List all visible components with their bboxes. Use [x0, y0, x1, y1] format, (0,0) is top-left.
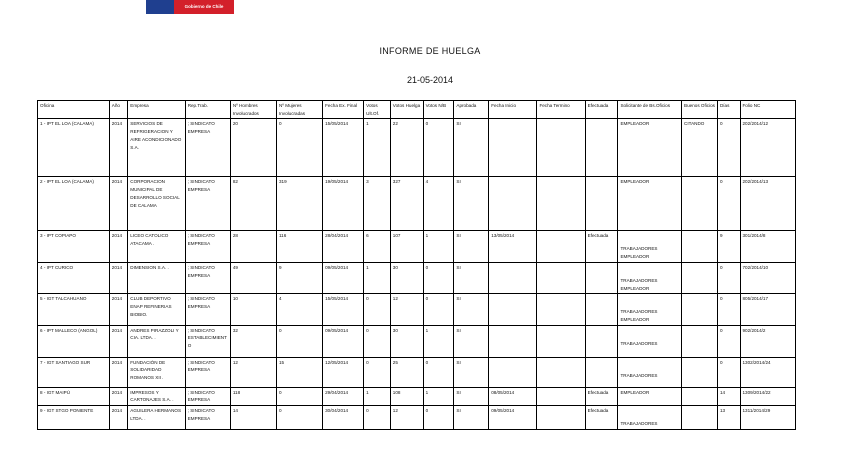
table-cell: 2 - IPT EL LOA (CALAMA) — [38, 177, 110, 231]
table-cell: 0 — [717, 325, 740, 357]
table-cell: ; SINDICATO EMPRESA — [185, 262, 230, 293]
table-cell: 30/04/2014 — [323, 406, 364, 430]
report-title: INFORME DE HUELGA — [379, 46, 481, 56]
table-cell — [682, 325, 718, 357]
table-cell: 12 — [230, 357, 276, 387]
table-cell: 3 - IPT COPIAPO — [38, 231, 110, 262]
table-cell — [537, 357, 585, 387]
table-cell: ; SINDICATO EMPRESA — [185, 406, 230, 430]
table-cell: 15/05/2014 — [323, 119, 364, 177]
table-cell — [585, 262, 618, 293]
table-cell: 0 — [717, 177, 740, 231]
table-cell: 28/04/2014 — [323, 231, 364, 262]
table-cell: CORPORACION MUNICIPAL DE DESARROLLO SOCIAL DE CALAMA — [128, 177, 185, 231]
table-cell: 22 — [390, 119, 423, 177]
table-cell: 902/2014/2 — [740, 325, 796, 357]
table-cell: 202/2014/13 — [740, 177, 796, 231]
table-cell — [489, 357, 537, 387]
table-cell: EMPLEADOR — [618, 177, 682, 231]
table-row — [38, 231, 796, 262]
table-cell: 327 — [390, 177, 423, 231]
table-cell: SI — [454, 262, 489, 293]
column-header: Fecha Ex. Final — [323, 101, 364, 119]
table-cell — [537, 406, 585, 430]
table-cell: SERVICIOS DE REFRIGERACION Y AIRE ACONDICIONADO S.A. — [128, 119, 185, 177]
column-header: Votos Huelga — [390, 101, 423, 119]
table-cell: 0 — [364, 406, 391, 430]
table-cell — [537, 325, 585, 357]
table-cell: 2014 — [109, 294, 127, 325]
table-cell: 2014 — [109, 177, 127, 231]
table-cell: 2014 — [109, 406, 127, 430]
table-cell — [489, 262, 537, 293]
table-cell: 9 - IGT STGO PONIENTE — [38, 406, 110, 430]
table-cell: 2014 — [109, 387, 127, 405]
table-cell: Efectuada — [585, 406, 618, 430]
column-header: Nº Hombres Involucrados — [230, 101, 276, 119]
table-cell: 1309/2014/22 — [740, 387, 796, 405]
table-cell: TRABAJADORES EMPLEADOR — [618, 231, 682, 262]
table-cell: SI — [454, 357, 489, 387]
table-cell — [585, 357, 618, 387]
table-header-row — [38, 101, 796, 119]
table-cell: Efectuada — [585, 387, 618, 405]
table-cell — [489, 294, 537, 325]
table-cell: 09/05/2014 — [489, 406, 537, 430]
column-header: Año — [109, 101, 127, 119]
table-cell: 0 — [423, 357, 454, 387]
table-cell — [489, 325, 537, 357]
column-header: Solicitante de Bs.Oficios — [618, 101, 682, 119]
table-cell: 6 — [364, 231, 391, 262]
table-cell: 12/05/2014 — [323, 357, 364, 387]
table-cell: 0 — [364, 294, 391, 325]
table-cell: 0 — [717, 357, 740, 387]
table-cell: 13/05/2014 — [489, 231, 537, 262]
table-cell: 0 — [364, 357, 391, 387]
table-cell: SI — [454, 387, 489, 405]
column-header: Rep.Trab. — [185, 101, 230, 119]
table-cell: SI — [454, 177, 489, 231]
table-cell: 15 — [276, 357, 322, 387]
table-cell: 19/05/2014 — [323, 177, 364, 231]
table-cell: 0 — [717, 262, 740, 293]
report-date: 21-05-2014 — [406, 75, 454, 85]
table-cell: 7 - IGT SANTIAGO SUR — [38, 357, 110, 387]
table-cell: 805/2014/17 — [740, 294, 796, 325]
table-cell: 4 — [276, 294, 322, 325]
table-cell: 30 — [390, 325, 423, 357]
table-cell: ; SINDICATO EMPRESA — [185, 177, 230, 231]
table-cell — [585, 119, 618, 177]
table-row — [38, 294, 796, 325]
table-cell: 108 — [390, 387, 423, 405]
table-cell: ANDRES PIRAZZOLI Y CIA. LTDA. . — [128, 325, 185, 357]
table-cell: 107 — [390, 231, 423, 262]
table-cell — [537, 177, 585, 231]
table-cell: 0 — [276, 387, 322, 405]
table-cell: 12 — [390, 406, 423, 430]
table-cell: SI — [454, 231, 489, 262]
table-cell — [585, 325, 618, 357]
table-row — [38, 357, 796, 387]
column-header: Votos Ult.Of. — [364, 101, 391, 119]
table-cell: 0 — [364, 325, 391, 357]
table-cell: ; SINDICATO EMPRESA — [185, 387, 230, 405]
table-cell: 0 — [423, 406, 454, 430]
table-cell: 1302/2014/24 — [740, 357, 796, 387]
table-cell: 15/05/2014 — [323, 294, 364, 325]
table-cell — [682, 177, 718, 231]
table-cell: EMPLEADOR — [618, 387, 682, 405]
table-cell — [682, 262, 718, 293]
table-cell — [537, 119, 585, 177]
table-cell: 30 — [390, 262, 423, 293]
table-cell: 301/2014/8 — [740, 231, 796, 262]
table-cell: SI — [454, 119, 489, 177]
table-cell: 0 — [717, 294, 740, 325]
table-cell: Efectuada — [585, 231, 618, 262]
table-row — [38, 177, 796, 231]
table-cell: 3 — [364, 177, 391, 231]
table-cell: TRABAJADORES — [618, 325, 682, 357]
table-cell: 1 - IPT EL LOA (CALAMA) — [38, 119, 110, 177]
logo-blue-block — [146, 0, 174, 14]
table-row — [38, 387, 796, 405]
table-cell: 09/05/2014 — [323, 262, 364, 293]
table-cell: 5 - IGT TALCAHUANO — [38, 294, 110, 325]
table-cell: 25 — [390, 357, 423, 387]
table-cell: SI — [454, 294, 489, 325]
table-cell: 2014 — [109, 357, 127, 387]
table-cell: 13 — [717, 406, 740, 430]
column-header: Empresa — [128, 101, 185, 119]
table-cell: 0 — [276, 325, 322, 357]
table-cell: 9 — [717, 231, 740, 262]
table-cell — [489, 177, 537, 231]
table-cell: 1 — [423, 325, 454, 357]
table-cell: DIMENSION S.A. . — [128, 262, 185, 293]
table-cell: 1 — [364, 119, 391, 177]
table-cell: TRABAJADORES EMPLEADOR — [618, 294, 682, 325]
table-cell — [682, 406, 718, 430]
column-header: Votos N/B — [423, 101, 454, 119]
table-cell: ; SINDICATO EMPRESA — [185, 231, 230, 262]
table-cell: 12 — [390, 294, 423, 325]
table-cell: 28 — [230, 231, 276, 262]
table-cell: ; SINDICATO EMPRESA — [185, 294, 230, 325]
table-row — [38, 406, 796, 430]
table-cell: 82 — [230, 177, 276, 231]
table-row — [38, 119, 796, 177]
table-cell: 702/2014/10 — [740, 262, 796, 293]
table-cell — [585, 294, 618, 325]
table-cell: 202/2014/12 — [740, 119, 796, 177]
table-cell: 49 — [230, 262, 276, 293]
table-cell: EMPLEADOR — [618, 119, 682, 177]
logo-text: Gobierno de Chile — [174, 0, 234, 14]
table-cell: ; SINDICATO EMPRESA — [185, 119, 230, 177]
table-cell: 1 — [364, 387, 391, 405]
table-cell: 4 - IPT CURICO — [38, 262, 110, 293]
table-cell: 8 - IGT MAIPÚ — [38, 387, 110, 405]
table-cell: 9 — [276, 262, 322, 293]
table-cell: 1 — [423, 231, 454, 262]
table-cell: 0 — [276, 406, 322, 430]
table-cell: 09/05/2014 — [323, 325, 364, 357]
table-cell: TRABAJADORES — [618, 406, 682, 430]
column-header: Buenos Oficios — [682, 101, 718, 119]
table-cell: LICEO CATOLICO ATACAMA . — [128, 231, 185, 262]
table-cell: SI — [454, 325, 489, 357]
column-header: Fecha Termino — [537, 101, 585, 119]
table-cell — [537, 294, 585, 325]
table-cell: 2014 — [109, 262, 127, 293]
column-header: Días — [717, 101, 740, 119]
table-cell: 14 — [717, 387, 740, 405]
table-cell: 319 — [276, 177, 322, 231]
gobierno-logo — [146, 0, 234, 14]
table-cell: FUNDACIÓN DE SOLIDARIDAD ROMANOS XII . — [128, 357, 185, 387]
table-cell: 29/04/2014 — [323, 387, 364, 405]
column-header: Nº Mujeres Involucradas — [276, 101, 322, 119]
table-cell: 0 — [423, 119, 454, 177]
column-header: Oficina — [38, 101, 110, 119]
table-cell: ; SINDICATO EMPRESA — [185, 357, 230, 387]
column-header: Aprobada — [454, 101, 489, 119]
table-cell — [537, 231, 585, 262]
table-row — [38, 262, 796, 293]
table-cell: IMPRESOS Y CARTONAJES S.A. . — [128, 387, 185, 405]
table-cell: 32 — [230, 325, 276, 357]
table-cell — [682, 357, 718, 387]
table-cell: 0 — [423, 262, 454, 293]
table-cell: 0 — [423, 294, 454, 325]
table-cell — [682, 294, 718, 325]
table-cell — [585, 177, 618, 231]
table-cell: 118 — [230, 387, 276, 405]
table-cell: 116 — [276, 231, 322, 262]
table-cell — [537, 262, 585, 293]
column-header: Efectuada — [585, 101, 618, 119]
table-cell: 1311/2014/29 — [740, 406, 796, 430]
strike-report-table — [37, 100, 796, 430]
table-cell: CITANDO — [682, 119, 718, 177]
table-cell: 1 — [364, 262, 391, 293]
table-cell — [682, 231, 718, 262]
table-cell: 08/05/2014 — [489, 387, 537, 405]
table-cell: 14 — [230, 406, 276, 430]
table-cell: 10 — [230, 294, 276, 325]
table-cell: 0 — [717, 119, 740, 177]
table-cell: CLUB DEPORTIVO ENAP REFINERIAS BIOBIO. — [128, 294, 185, 325]
table-cell: 6 - IPT MALLECO (ANGOL) — [38, 325, 110, 357]
table-cell: 2014 — [109, 119, 127, 177]
table-cell — [489, 119, 537, 177]
table-cell: 2014 — [109, 325, 127, 357]
table-cell: 4 — [423, 177, 454, 231]
table-cell: 0 — [276, 119, 322, 177]
table-cell: TRABAJADORES EMPLEADOR — [618, 262, 682, 293]
table-cell — [682, 387, 718, 405]
column-header: Fecha Inicio — [489, 101, 537, 119]
table-cell: AGUILERA HERMANOS LTDA. . — [128, 406, 185, 430]
table-row — [38, 325, 796, 357]
table-cell: SI — [454, 406, 489, 430]
table-cell: 2014 — [109, 231, 127, 262]
table-cell: 1 — [423, 387, 454, 405]
table-cell: ; SINDICATO ESTABLECIMIENTO — [185, 325, 230, 357]
table-cell: 20 — [230, 119, 276, 177]
table-cell — [537, 387, 585, 405]
table-cell: TRABAJADORES — [618, 357, 682, 387]
column-header: Folio NC — [740, 101, 796, 119]
